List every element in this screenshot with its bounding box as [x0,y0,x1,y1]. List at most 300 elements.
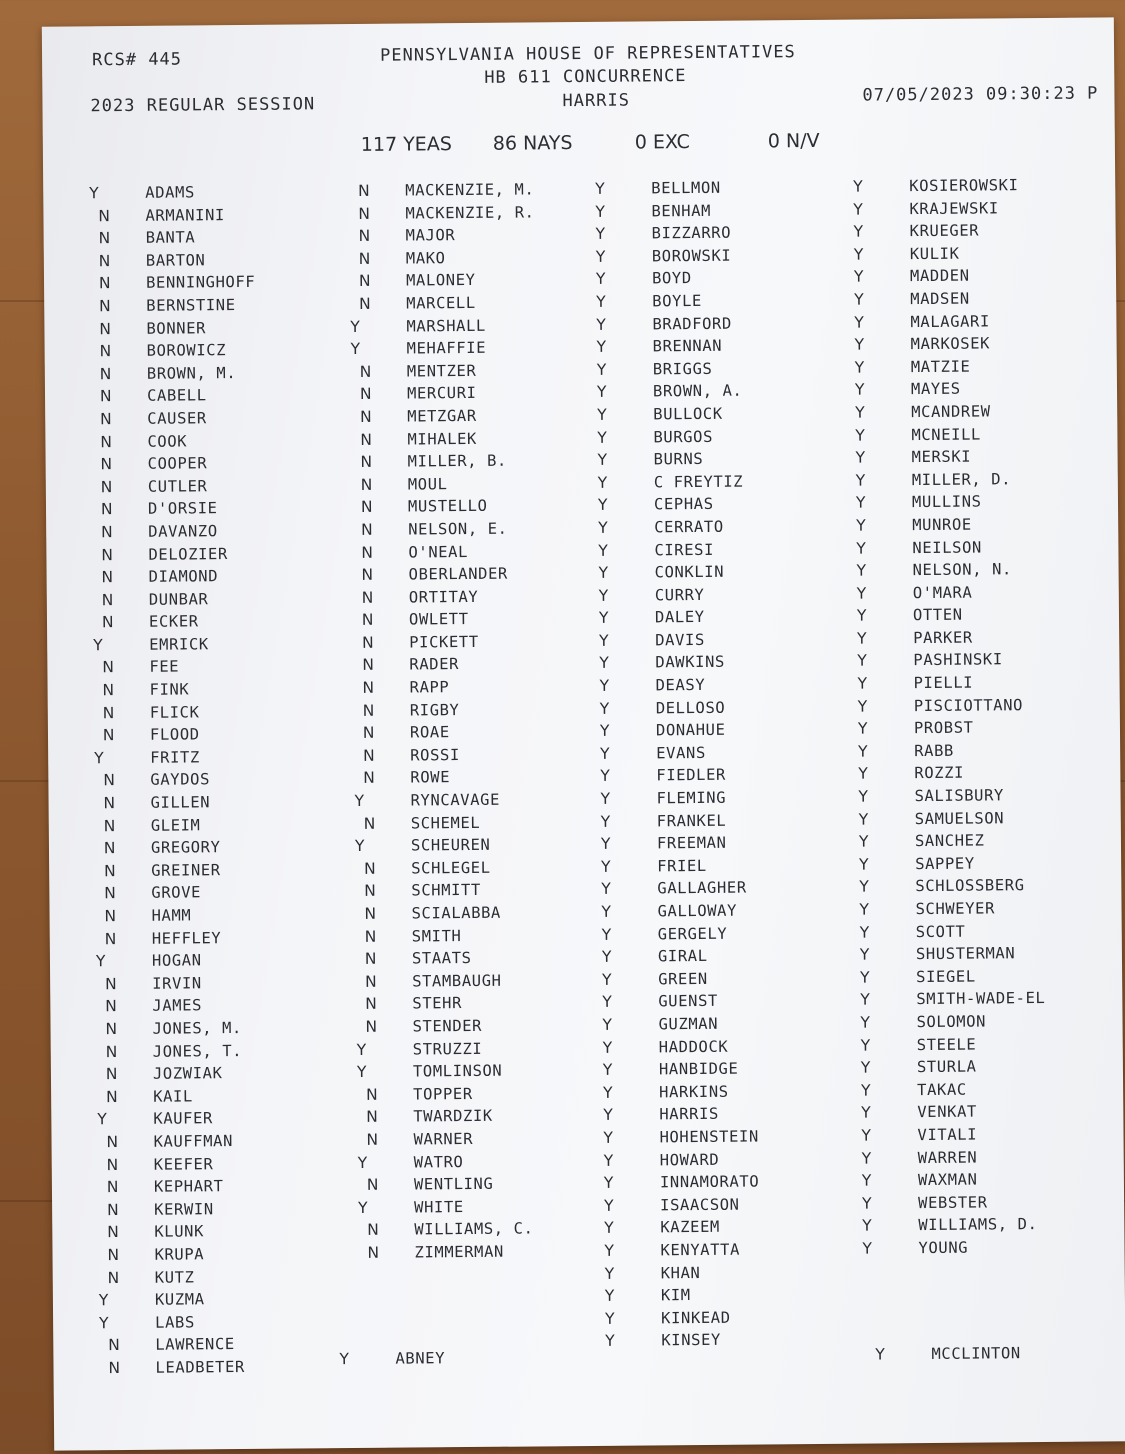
member-vote-row [861,1167,1125,1192]
vote-mark: N [101,545,114,564]
vote-mark: Y [853,200,864,219]
member-vote-row [357,584,617,609]
member-name: GAYDOS [150,770,211,790]
member-name: GREINER [151,860,221,880]
member-name: BRADFORD [652,314,732,333]
member-vote-row [860,1077,1125,1102]
member-name: SCOTT [915,922,966,941]
member-name: SCHEUREN [410,836,491,855]
rcs-number: RCS# 445 [92,49,183,71]
member-name: DELOZIER [148,544,228,564]
member-vote-row [855,444,1120,469]
vote-mark: Y [604,1264,615,1283]
member-name: MENTZER [406,361,477,381]
member-name: STAATS [411,949,472,968]
vote-mark: N [364,950,378,969]
member-name: MIHALEK [407,429,478,449]
member-vote-row [595,221,860,246]
vote-mark: Y [855,471,866,490]
vote-mark: N [362,633,375,652]
vote-mark: N [98,229,111,248]
member-name: WARREN [917,1148,978,1167]
member-vote-row [360,1014,620,1039]
member-vote-row [356,494,616,519]
vote-mark: N [100,500,114,519]
member-vote-row [601,876,865,901]
vote-mark: N [365,1017,378,1036]
member-name: SIEGEL [916,967,976,986]
member-vote-row [350,336,615,361]
vote-mark: Y [858,810,869,829]
member-name: COOK [147,431,188,451]
member-vote-row [103,1355,363,1380]
member-name: BURGOS [653,427,714,446]
member-vote-row [854,286,1118,311]
member-name: KAUFFMAN [153,1132,234,1151]
member-vote-row [100,1016,360,1041]
member-vote-row [357,607,617,632]
member-name: OBERLANDER [408,564,509,584]
vote-mark: N [100,432,113,451]
member-vote-row [98,722,358,747]
vote-mark: Y [598,541,609,560]
vote-mark: N [103,794,116,813]
member-vote-row [604,1237,868,1262]
vote-mark: Y [856,516,867,535]
member-vote-row [356,539,616,564]
vote-mark: Y [601,947,613,967]
vote-mark: Y [599,631,610,650]
member-vote-row [858,806,1123,831]
member-name: DALEY [654,608,705,627]
member-name: KRUEGER [909,221,980,241]
member-vote-row [603,1147,868,1172]
member-name: SCHLOSSBERG [915,876,1025,896]
vote-mark: N [361,543,374,562]
vote-mark: N [358,181,371,200]
vote-mark: Y [599,676,610,695]
vote-mark: Y [854,290,865,309]
member-vote-row [598,560,862,585]
vote-mark: Y [98,1313,110,1332]
member-vote-row [599,718,864,743]
vote-mark: Y [854,380,866,399]
member-name: HARRIS [659,1105,719,1124]
member-name: MERSKI [911,447,972,467]
member-name: BROWN, A. [652,381,743,401]
member-name: NEILSON [912,538,982,557]
vote-mark: N [104,929,117,948]
vote-mark: Y [859,855,870,874]
vote-mark: Y [603,1173,615,1192]
member-vote-row [599,695,864,720]
vote-mark: N [99,319,112,338]
vote-mark: Y [98,1291,110,1310]
member-name: MCCLINTON [931,1344,1021,1363]
member-name: FRANKEL [656,811,727,830]
vote-mark: N [101,590,114,609]
vote-mark: N [101,523,114,542]
vote-mark: Y [602,1015,613,1034]
member-name: BURNS [653,450,704,469]
member-vote-row [100,971,360,996]
vote-mark: Y [605,1332,616,1351]
member-name: BOYD [651,269,692,288]
member-vote-row [356,449,616,474]
member-vote-row [354,223,614,248]
vote-mark: Y [95,952,107,971]
member-name: ZIMMERMAN [414,1242,504,1262]
member-name: PICKETT [409,632,479,652]
member-name: ROZZI [914,764,965,783]
member-name: FREEMAN [656,833,727,853]
member-vote-row [861,1145,1125,1170]
member-vote-row [99,813,359,838]
member-name: KOSIEROWSKI [909,176,1019,196]
vote-mark: N [101,613,115,632]
member-vote-row [357,1194,622,1219]
member-vote-row [854,354,1119,379]
member-vote-row [860,1032,1125,1057]
vote-mark: N [101,568,114,587]
member-name: BERNSTINE [146,295,236,315]
member-name: PISCIOTTANO [913,695,1024,715]
member-vote-row [856,535,1120,560]
member-vote-row [357,675,617,700]
member-vote-row [353,178,613,203]
member-vote-row [101,1039,361,1064]
vote-mark: Y [601,902,612,921]
vote-mark: N [364,972,378,991]
member-name: WAXMAN [917,1170,978,1190]
vote-mark: Y [350,340,361,359]
member-name: MOUL [407,474,448,494]
member-name: SALISBURY [914,786,1005,806]
member-name: CERRATO [654,517,724,537]
member-vote-row [101,1061,361,1086]
member-name: DONAHUE [655,721,726,740]
member-name: STEHR [412,994,463,1013]
member-name: BELLMON [651,178,721,198]
member-name: IRVIN [152,974,202,993]
member-name: MUNROE [912,515,972,535]
vote-mark: N [100,455,113,474]
member-name: HEFFLEY [151,928,222,948]
member-vote-row [854,331,1119,356]
member-name: MAYES [910,380,961,399]
vote-mark: Y [595,202,606,221]
member-name: MACKENZIE, M. [405,180,535,200]
vote-mark: Y [600,744,611,763]
member-name: SCHMITT [411,881,481,900]
member-vote-row [600,831,865,856]
vote-mark: Y [595,179,606,198]
vote-mark: Y [602,1060,614,1080]
member-vote-row [96,519,356,544]
member-vote-row [100,993,360,1018]
vote-mark: Y [855,403,866,422]
member-name: BARTON [145,251,206,270]
vote-mark: Y [855,493,867,512]
member-name: MUSTELLO [407,497,488,516]
member-name: D'ORSIE [147,499,218,519]
vote-mark: Y [853,222,864,241]
member-name: BANTA [145,228,196,247]
member-name: RADER [409,655,460,674]
member-vote-row [595,198,859,223]
member-name: EMRICK [149,635,209,654]
vote-mark: Y [596,292,607,311]
member-vote-row [599,673,863,698]
vote-mark: N [361,520,374,539]
member-vote-row [603,1170,868,1195]
vote-mark: N [362,656,375,675]
member-vote-row [354,833,619,858]
member-name: BIZZARRO [651,223,732,243]
member-name: KERWIN [154,1199,214,1219]
member-vote-row [601,944,866,969]
vote-mark: Y [89,184,100,203]
vote-mark: N [366,1108,379,1127]
exc-total: 0 EXC [634,131,690,154]
member-vote-row [857,670,1121,695]
member-name: MARKOSEK [910,334,991,354]
member-vote-row [94,316,354,341]
vote-mark: Y [860,1036,871,1055]
member-vote-row [359,901,619,926]
member-vote-row [95,383,355,408]
vote-mark: N [367,1243,380,1262]
member-name: OTTEN [912,605,963,625]
member-name: BOROWICZ [146,341,227,360]
member-vote-row [357,562,617,587]
member-vote-row [362,1217,622,1242]
vote-mark: Y [853,267,865,287]
vote-mark: N [358,272,372,291]
member-name: MALAGARI [910,312,990,331]
member-vote-row [360,968,620,993]
member-vote-row [596,334,861,359]
vote-mark: Y [597,405,608,424]
vote-mark: Y [857,651,868,671]
vote-mark: Y [598,563,609,582]
member-name: LABS [155,1313,195,1332]
member-name: O'MARA [912,583,973,602]
member-name: ARMANINI [145,205,226,225]
vote-mark: Y [859,877,870,897]
vote-mark: Y [854,313,865,332]
member-vote-row [97,587,357,612]
member-name: MERCURI [406,384,477,403]
member-name: JAMES [152,996,203,1016]
member-vote-row [353,200,613,225]
member-vote-row [604,1215,868,1240]
member-vote-row [97,564,357,589]
vote-mark: N [365,995,378,1014]
member-vote-row [856,557,1120,582]
member-name: GILLEN [150,793,211,812]
member-name: CURRY [654,585,705,605]
vote-mark: Y [604,1309,616,1328]
vote-mark: N [104,884,117,903]
member-name: KRUPA [154,1245,205,1264]
member-name: MATZIE [910,357,971,376]
member-name: GALLAGHER [657,878,747,898]
member-vote-row [862,1213,1125,1238]
vote-mark: Y [603,1106,614,1125]
member-name: MALONEY [405,271,476,290]
vote-mark: Y [597,450,608,469]
vote-mark: N [100,477,113,496]
vote-mark: Y [357,1153,368,1172]
member-vote-row [102,1242,362,1267]
member-vote-row [102,1197,362,1222]
vote-mark: Y [603,1128,614,1147]
member-name: CAUSER [147,409,207,428]
member-vote-row [356,1059,621,1084]
vote-mark: N [108,1336,121,1355]
member-vote-row [857,648,1121,673]
member-vote-row [98,1287,363,1312]
member-name: STENDER [412,1016,483,1036]
member-name: SCHEMEL [410,813,481,833]
member-name: WEBSTER [918,1193,988,1212]
vote-mark: Y [97,1110,108,1129]
vote-mark: Y [859,900,870,919]
member-vote-row [860,1054,1125,1079]
vote-mark: N [105,1065,119,1084]
vote-mark: N [362,746,376,765]
member-vote-row [95,406,355,431]
vote-mark: Y [858,832,870,851]
vote-mark: Y [596,360,607,379]
member-vote-row [598,605,863,630]
vote-mark: Y [860,1058,872,1077]
member-vote-row [354,291,614,316]
bill-title: HB 611 CONCURRENCE [484,66,687,88]
vote-mark: N [102,658,115,677]
vote-mark: N [361,588,374,607]
vote-mark: Y [855,448,866,467]
member-name: RIGBY [409,700,460,720]
member-vote-row [861,1122,1125,1147]
member-name: KENYATTA [660,1240,741,1260]
member-name: COOPER [147,454,208,473]
member-name: WARNER [413,1129,474,1149]
member-name: MILLER, B. [407,451,508,471]
member-vote-row [359,878,619,903]
member-vote-row [602,989,866,1014]
member-vote-row [96,474,356,499]
vote-mark: Y [857,629,868,648]
member-vote-row [95,361,355,386]
vote-mark: Y [857,674,868,693]
member-name: CIRESI [654,540,715,559]
member-name: KLUNK [154,1222,205,1242]
member-name: GUENST [658,992,719,1011]
member-vote-row [855,490,1120,515]
member-vote-row [95,338,355,363]
member-name: ORTITAY [408,587,479,607]
member-name: CUTLER [147,476,208,496]
vote-mark: Y [600,789,611,808]
vote-mark: Y [602,993,613,1012]
member-vote-row [101,1129,361,1154]
member-vote-row [857,716,1122,741]
member-name: KHAN [660,1263,701,1282]
member-name: LAWRENCE [155,1335,235,1355]
vote-mark: Y [858,764,869,784]
member-vote-row [597,469,862,494]
vote-column-2 [350,178,622,1265]
member-vote-row [597,402,861,427]
member-vote-row [860,1009,1124,1034]
member-name: ISAACSON [660,1195,740,1215]
member-name: SAPPEY [915,854,975,873]
member-name: INNAMORATO [659,1172,760,1192]
vote-mark: N [98,274,112,293]
vote-mark: Y [595,270,607,289]
vote-mark: N [358,227,371,246]
member-vote-row [853,219,1118,244]
member-vote-row [602,1057,867,1082]
member-name: KUTZ [154,1267,195,1287]
member-name: ADAMS [145,183,196,202]
member-vote-row [102,1174,362,1199]
member-vote-row [98,677,358,702]
vote-mark: Y [94,749,105,768]
member-vote-row [359,856,619,881]
vote-mark: N [364,927,377,946]
vote-mark: N [362,678,375,697]
member-vote-row [362,1240,622,1265]
member-vote-row [595,176,859,201]
member-name: MULLINS [911,492,982,512]
member-name: ROWE [410,768,451,787]
member-vote-row [859,851,1123,876]
member-vote-row [860,987,1124,1012]
vote-mark: Y [595,224,606,244]
member-vote-row [356,517,616,542]
vote-mark: N [104,974,118,993]
member-vote-row [354,246,614,271]
member-vote-row [597,492,862,517]
extra-vote-abney [339,1346,603,1371]
vote-mark: Y [596,315,607,334]
vote-mark: N [364,904,377,923]
member-vote-row [96,451,356,476]
member-vote-row [596,356,861,381]
member-vote-row [355,358,615,383]
member-vote-row [357,1149,622,1174]
vote-mark: Y [350,317,361,336]
member-name: GIRAL [657,947,708,966]
member-name: WATRO [413,1152,464,1172]
member-name: SMITH [411,926,462,946]
vote-mark: N [360,407,373,426]
vote-mark: N [99,364,113,383]
member-name: PIELLI [913,673,974,693]
vote-mark: Y [854,358,865,377]
member-vote-row [604,1260,869,1285]
vote-mark: N [98,251,112,270]
member-name: ECKER [148,612,199,632]
member-name: KULIK [909,244,960,263]
member-vote-row [603,1192,868,1217]
vote-mark: Y [597,473,608,492]
member-name: RABB [914,741,954,760]
member-name: PASHINSKI [913,650,1003,670]
